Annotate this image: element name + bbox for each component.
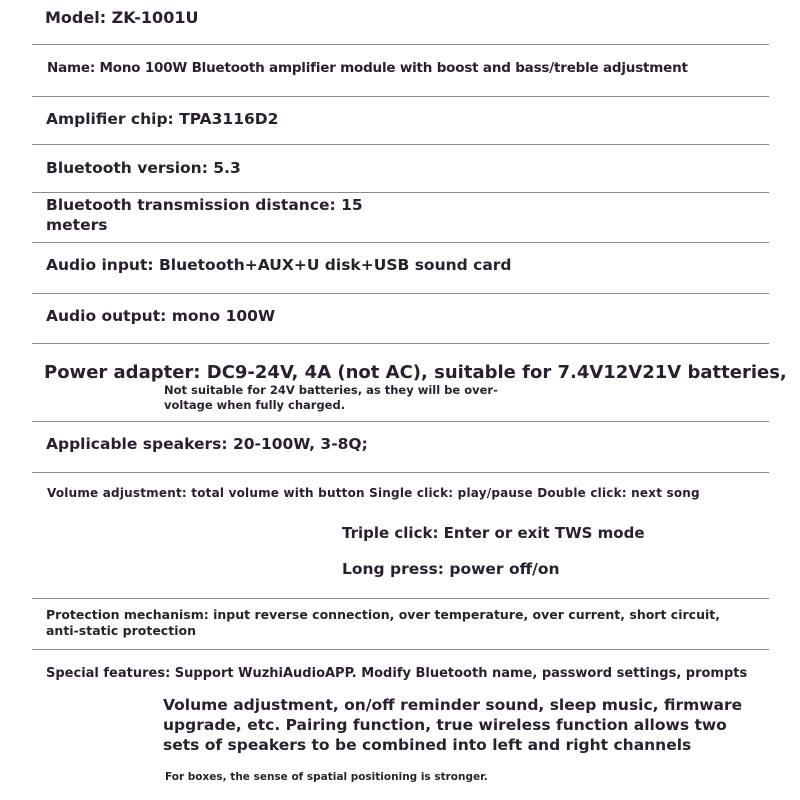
power-adapter-text: Power adapter: DC9-24V, 4A (not AC), suitable for 7.4V12V21V batteries, xyxy=(44,362,787,383)
divider xyxy=(32,44,769,45)
divider xyxy=(32,242,769,243)
long-press-text: Long press: power off/on xyxy=(342,560,560,578)
features-line: upgrade, etc. Pairing function, true wireless function allows two xyxy=(163,716,727,734)
divider xyxy=(32,421,769,422)
bluetooth-distance-text-cont: meters xyxy=(46,216,108,234)
features-line: sets of speakers to be combined into left and right channels xyxy=(163,736,692,754)
divider xyxy=(32,96,769,97)
divider xyxy=(32,598,769,599)
bluetooth-distance-text: Bluetooth transmission distance: 15 xyxy=(46,196,363,214)
power-adapter-note: Not suitable for 24V batteries, as they will be over- xyxy=(164,383,498,397)
divider xyxy=(32,649,769,650)
amplifier-chip-text: Amplifier chip: TPA3116D2 xyxy=(46,110,279,128)
applicable-speakers-text: Applicable speakers: 20-100W, 3-8Q; xyxy=(46,435,368,453)
bluetooth-version-text: Bluetooth version: 5.3 xyxy=(46,159,241,177)
divider xyxy=(32,144,769,145)
audio-input-text: Audio input: Bluetooth+AUX+U disk+USB sound card xyxy=(46,256,512,274)
audio-output-text: Audio output: mono 100W xyxy=(46,307,276,325)
volume-adjustment-text: Volume adjustment: total volume with button Single click: play/pause Double click: next song xyxy=(47,486,700,500)
protection-text: Protection mechanism: input reverse connection, over temperature, over current, short circuit, xyxy=(46,607,720,622)
features-note: For boxes, the sense of spatial positioning is stronger. xyxy=(165,771,488,783)
divider xyxy=(32,343,769,344)
model-text: Model: ZK-1001U xyxy=(45,8,199,27)
power-adapter-note-cont: voltage when fully charged. xyxy=(164,398,346,412)
name-text: Name: Mono 100W Bluetooth amplifier module with boost and bass/treble adjustment xyxy=(47,60,688,76)
divider xyxy=(32,293,769,294)
features-line: Volume adjustment, on/off reminder sound, sleep music, firmware xyxy=(163,696,743,714)
divider xyxy=(32,472,769,473)
special-features-text: Special features: Support WuzhiAudioAPP. Modify Bluetooth name, password settings, prompts xyxy=(46,666,748,681)
triple-click-text: Triple click: Enter or exit TWS mode xyxy=(342,524,645,542)
protection-text-cont: anti-static protection xyxy=(46,623,196,638)
divider xyxy=(32,192,769,193)
